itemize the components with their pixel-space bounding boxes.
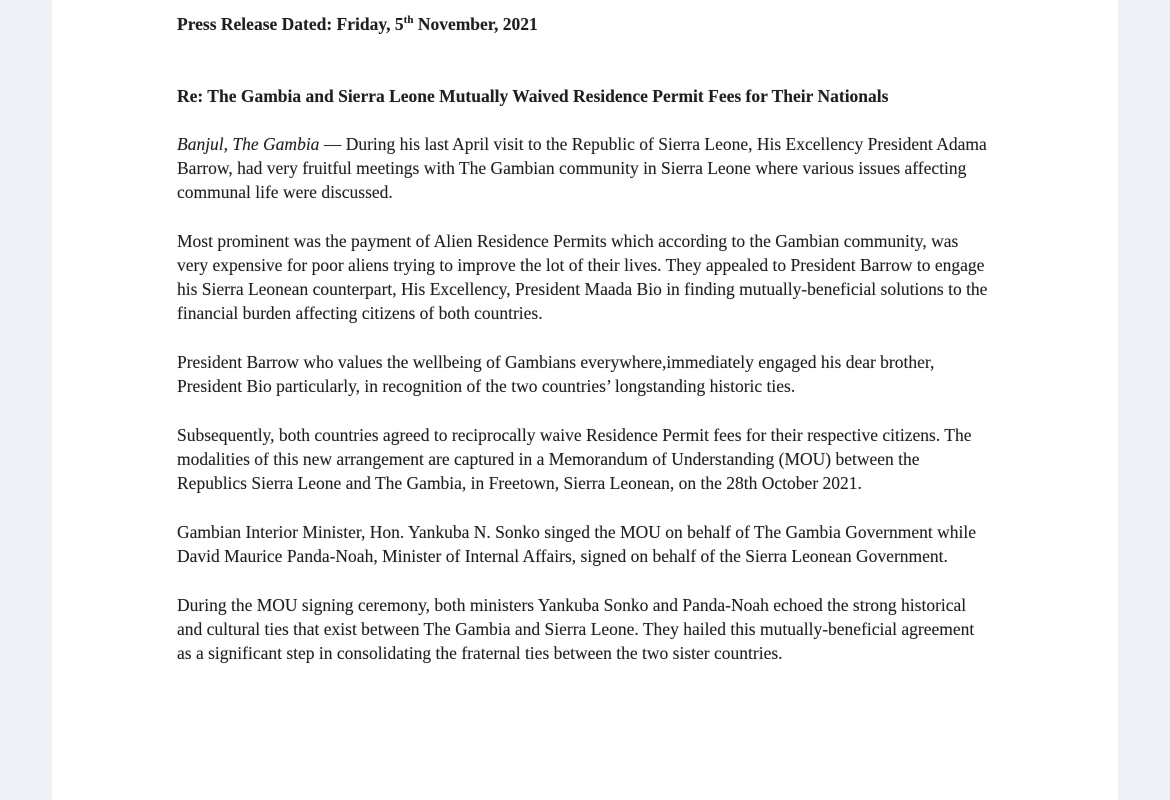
subject-line: Re: The Gambia and Sierra Leone Mutually Waived Residence Permit Fees for Their Nationals (177, 86, 889, 106)
press-release-dateline (177, 12, 992, 36)
document-content (52, 0, 1118, 665)
paragraph-1 (177, 132, 992, 204)
paragraph-4: Subsequently, both countries agreed to reciprocally waive Residence Permit fees for their respective citizens. The modalities of this new arrangement are captured in a Memorandum of Understanding (MOU) between the Republics Sierra Leone and The Gambia, in Freetown, Sierra Leonean, on the 28th October 2021. (177, 425, 972, 493)
document-page (52, 0, 1118, 800)
paragraph-1-dateline-lead: Banjul, The Gambia (177, 134, 320, 154)
paragraph-3: President Barrow who values the wellbeing of Gambians everywhere,immediately engaged his dear brother, President Bio particularly, in recognition of the two countries’ longstanding historic ties. (177, 352, 935, 396)
dateline-ordinal-superscript: th (403, 14, 414, 27)
dateline-text-after: November, 2021 (413, 14, 538, 34)
dateline-text-before: Press Release Dated: Friday, 5 (177, 14, 404, 34)
paragraph-6: During the MOU signing ceremony, both ministers Yankuba Sonko and Panda-Noah echoed the strong historical and cultural ties that exist between The Gambia and Sierra Leone. They hailed this mutually-beneficial agreement as a significant step in consolidating the fraternal ties between the two sister countries. (177, 595, 975, 663)
paragraph-1-text: — During his last April visit to the Republic of Sierra Leone, His Excellency President Adama Barrow, had very fruitful meetings with The Gambian community in Sierra Leone where various issues affecting communal life were discussed. (177, 134, 987, 202)
paragraph-5: Gambian Interior Minister, Hon. Yankuba N. Sonko singed the MOU on behalf of The Gambia Government while David Maurice Panda-Noah, Minister of Internal Affairs, signed on behalf of the Sierra Leonean Government. (177, 522, 976, 566)
paragraph-2: Most prominent was the payment of Alien Residence Permits which according to the Gambian community, was very expensive for poor aliens trying to improve the lot of their lives. They appealed to President Barrow to engage his Sierra Leonean counterpart, His Excellency, President Maada Bio in finding mutually-beneficial solutions to the financial burden affecting citizens of both countries. (177, 231, 988, 323)
